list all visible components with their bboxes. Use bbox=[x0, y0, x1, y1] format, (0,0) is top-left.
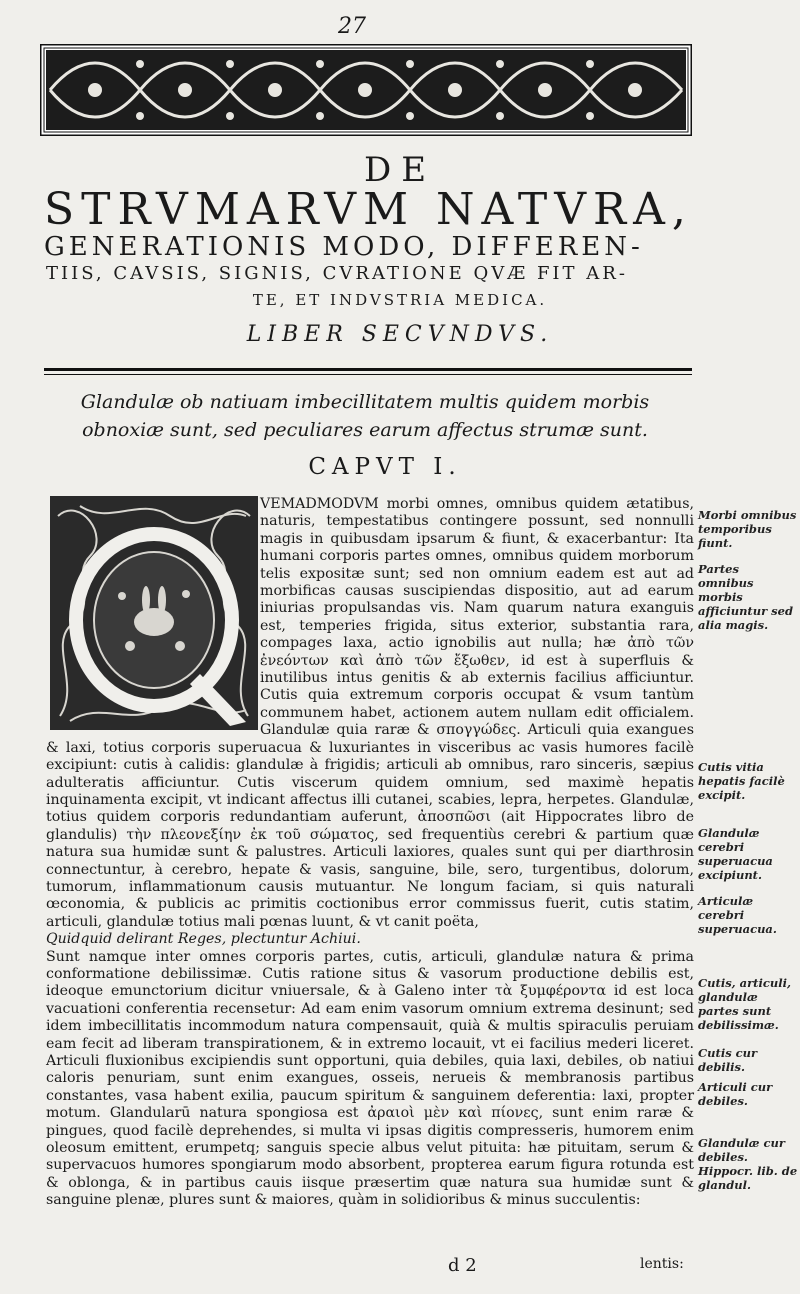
marginal-note: Morbi omnibus temporibus fiunt. bbox=[698, 508, 797, 550]
title-subtitle-1: GENERATIONIS MODO, DIFFEREN- bbox=[44, 232, 644, 262]
divider-rule-thin bbox=[44, 374, 692, 375]
marginal-note: Articuli cur debiles. bbox=[698, 1080, 773, 1108]
marginal-note: Cutis, articuli, glandulæ partes sunt debilissimæ. bbox=[698, 976, 791, 1032]
signature-mark: d 2 bbox=[448, 1255, 477, 1276]
title-subtitle-2: TIIS, CAVSIS, SIGNIS, CVRATIONE QVÆ FIT AR- bbox=[46, 263, 628, 284]
ornamental-headpiece bbox=[40, 44, 692, 136]
marginal-note: Glandulæ cur debiles. Hippocr. lib. de glandul. bbox=[698, 1136, 798, 1192]
verse-quote: Quidquid delirant Reges, plectuntur Achiui. bbox=[46, 931, 361, 948]
title-main: STRVMARVM NATVRA, bbox=[44, 184, 693, 235]
paragraph-1: VEMADMODVM morbi omnes, omnibus quidem ætatibus, naturis, tempestatibus contingere possunt, sed nonnulli magis in quibusdam ipsarum & fiunt, & exacerbantur: Ita humani corporis partes omnes, omnibus quidem morborum telis expositæ sunt; sed non omnium eadem est aut ad morbificas causas suscipiendas dispositio, aut ad earum iniurias propulsandas vis. Nam quarum natura exanguis est, temperies frigida, situs exterior, substantia rara, compages laxa, actio ignobilis aut nulla; hæ ἀπὸ τῶν ἐνεόντων καὶ ἀπὸ τῶν ἔξωθεν, id est à superfluis & inutilibus intus genitis & ab externis facilius afficiuntur. Cutis quia extremum corporis occupat & vsum tantùm communem habet, actionem autem nullam edit officialem. Glandulæ quia raræ & σπογγώδες. Articuli quia exangues & laxi, totius corporis superuacua & luxuriantes in visceribus ac vasis humores facilè excipiunt: cutis à calidis: glandulæ à frigidis; articuli ab omnibus, raro sinceris, sæpius adulteratis afficiuntur. Cutis viscerum quidem omnium, sed maximè hepatis inquinamenta excipit, vt indicant affectus illi cutanei, scabies, lepra, herpetes. Glandulæ, totius quidem corporis redundantiam auferunt, ἀποσπῶσι (ait Hippocrates libro de glandulis) τὴν πλεονεξίην ἐκ τοῦ σώματος, sed frequentiùs cerebri & partium quæ natura sua humidæ sunt & palustres. Articuli laxiores, quales sunt qui per diarthrosin connectuntur, à cerebro, hepate & vasis, sanguine, bile, sero, turgentibus, dolorum, tumorum, inflammationum causis mutuantur. Ne longum faciam, si quis naturali œconomia, & publicis ac primitis coctionibus error commissus fuerit, cutis statim, articuli, glandulæ totius mali pœnas luunt, & vt canit poëta, bbox=[46, 496, 694, 930]
page-number: 27 bbox=[338, 14, 366, 39]
divider-rule bbox=[44, 368, 692, 371]
marginal-note: Partes omnibus morbis afficiuntur sed alia magis. bbox=[698, 562, 793, 632]
chapter-summary: Glandulæ ob natiuam imbecillitatem multis quidem morbis obnoxiæ sunt, sed peculiares earum affectus strumæ sunt. bbox=[80, 391, 650, 441]
title-de: DE bbox=[363, 150, 437, 190]
chapter-heading: CAPVT I. bbox=[308, 454, 462, 480]
marginal-note: Glandulæ cerebri superuacua excipiunt. bbox=[698, 826, 773, 882]
title-subtitle-3: TE, ET INDVSTRIA MEDICA. bbox=[252, 291, 548, 309]
book-heading: LIBER SECVNDVS. bbox=[246, 322, 554, 347]
main-text bbox=[46, 496, 694, 1210]
marginal-note: Cutis vitia hepatis facilè excipit. bbox=[698, 760, 785, 802]
paragraph-2: Sunt namque inter omnes corporis partes, cutis, articuli, glandulæ natura & prima conformatione debilissimæ. Cutis ratione situs & vasorum productione debilis est, ideoque emunctorium dicitur vniuersale, & à Galeno inter τὰ ξυμφέροντα id est loca vacuationi conferentia recensetur: Ad eam enim vasorum omnium extrema desinunt; sed idem imbecillitatis incommodum natura compensauit, quià & multis spiraculis peruiam eam fecit ad liberam transpirationem, & in extremo locauit, vt ei facilius mederi liceret. Articuli fluxionibus excipiendis sunt opportuni, quia debiles, quia laxi, debiles, ob natiui caloris penuriam, sunt enim exangues, osseis, nerueis & membranosis partibus constantes, vasa habent exilia, paucum spiritum & sanguinem deferentia: laxi, propter motum. Glandularū natura spongiosa est ἀραιοὶ μὲν καὶ πίονες, sunt enim raræ & pingues, quod facilè deprehendes, si multa vi ipsas digitis compresseris, humorem enim oleosum emittent, erumpetq; sanguis specie albus velut pituita: hæ pituitam, serum & supervacuos humores spongiarum modo absorbent, propterea earum figura rotunda est & oblonga, & in partibus cauis iisque præsertim quæ natura sua humidæ sunt & sanguine plenæ, plures sunt & maiores, quàm in solidioribus & minus succulentis: bbox=[46, 948, 694, 1209]
marginal-note: Articulæ cerebri superuacua. bbox=[698, 894, 777, 936]
marginal-note: Cutis cur debilis. bbox=[698, 1046, 758, 1074]
catchword: lentis: bbox=[640, 1256, 684, 1272]
drop-cap-space bbox=[46, 496, 260, 728]
